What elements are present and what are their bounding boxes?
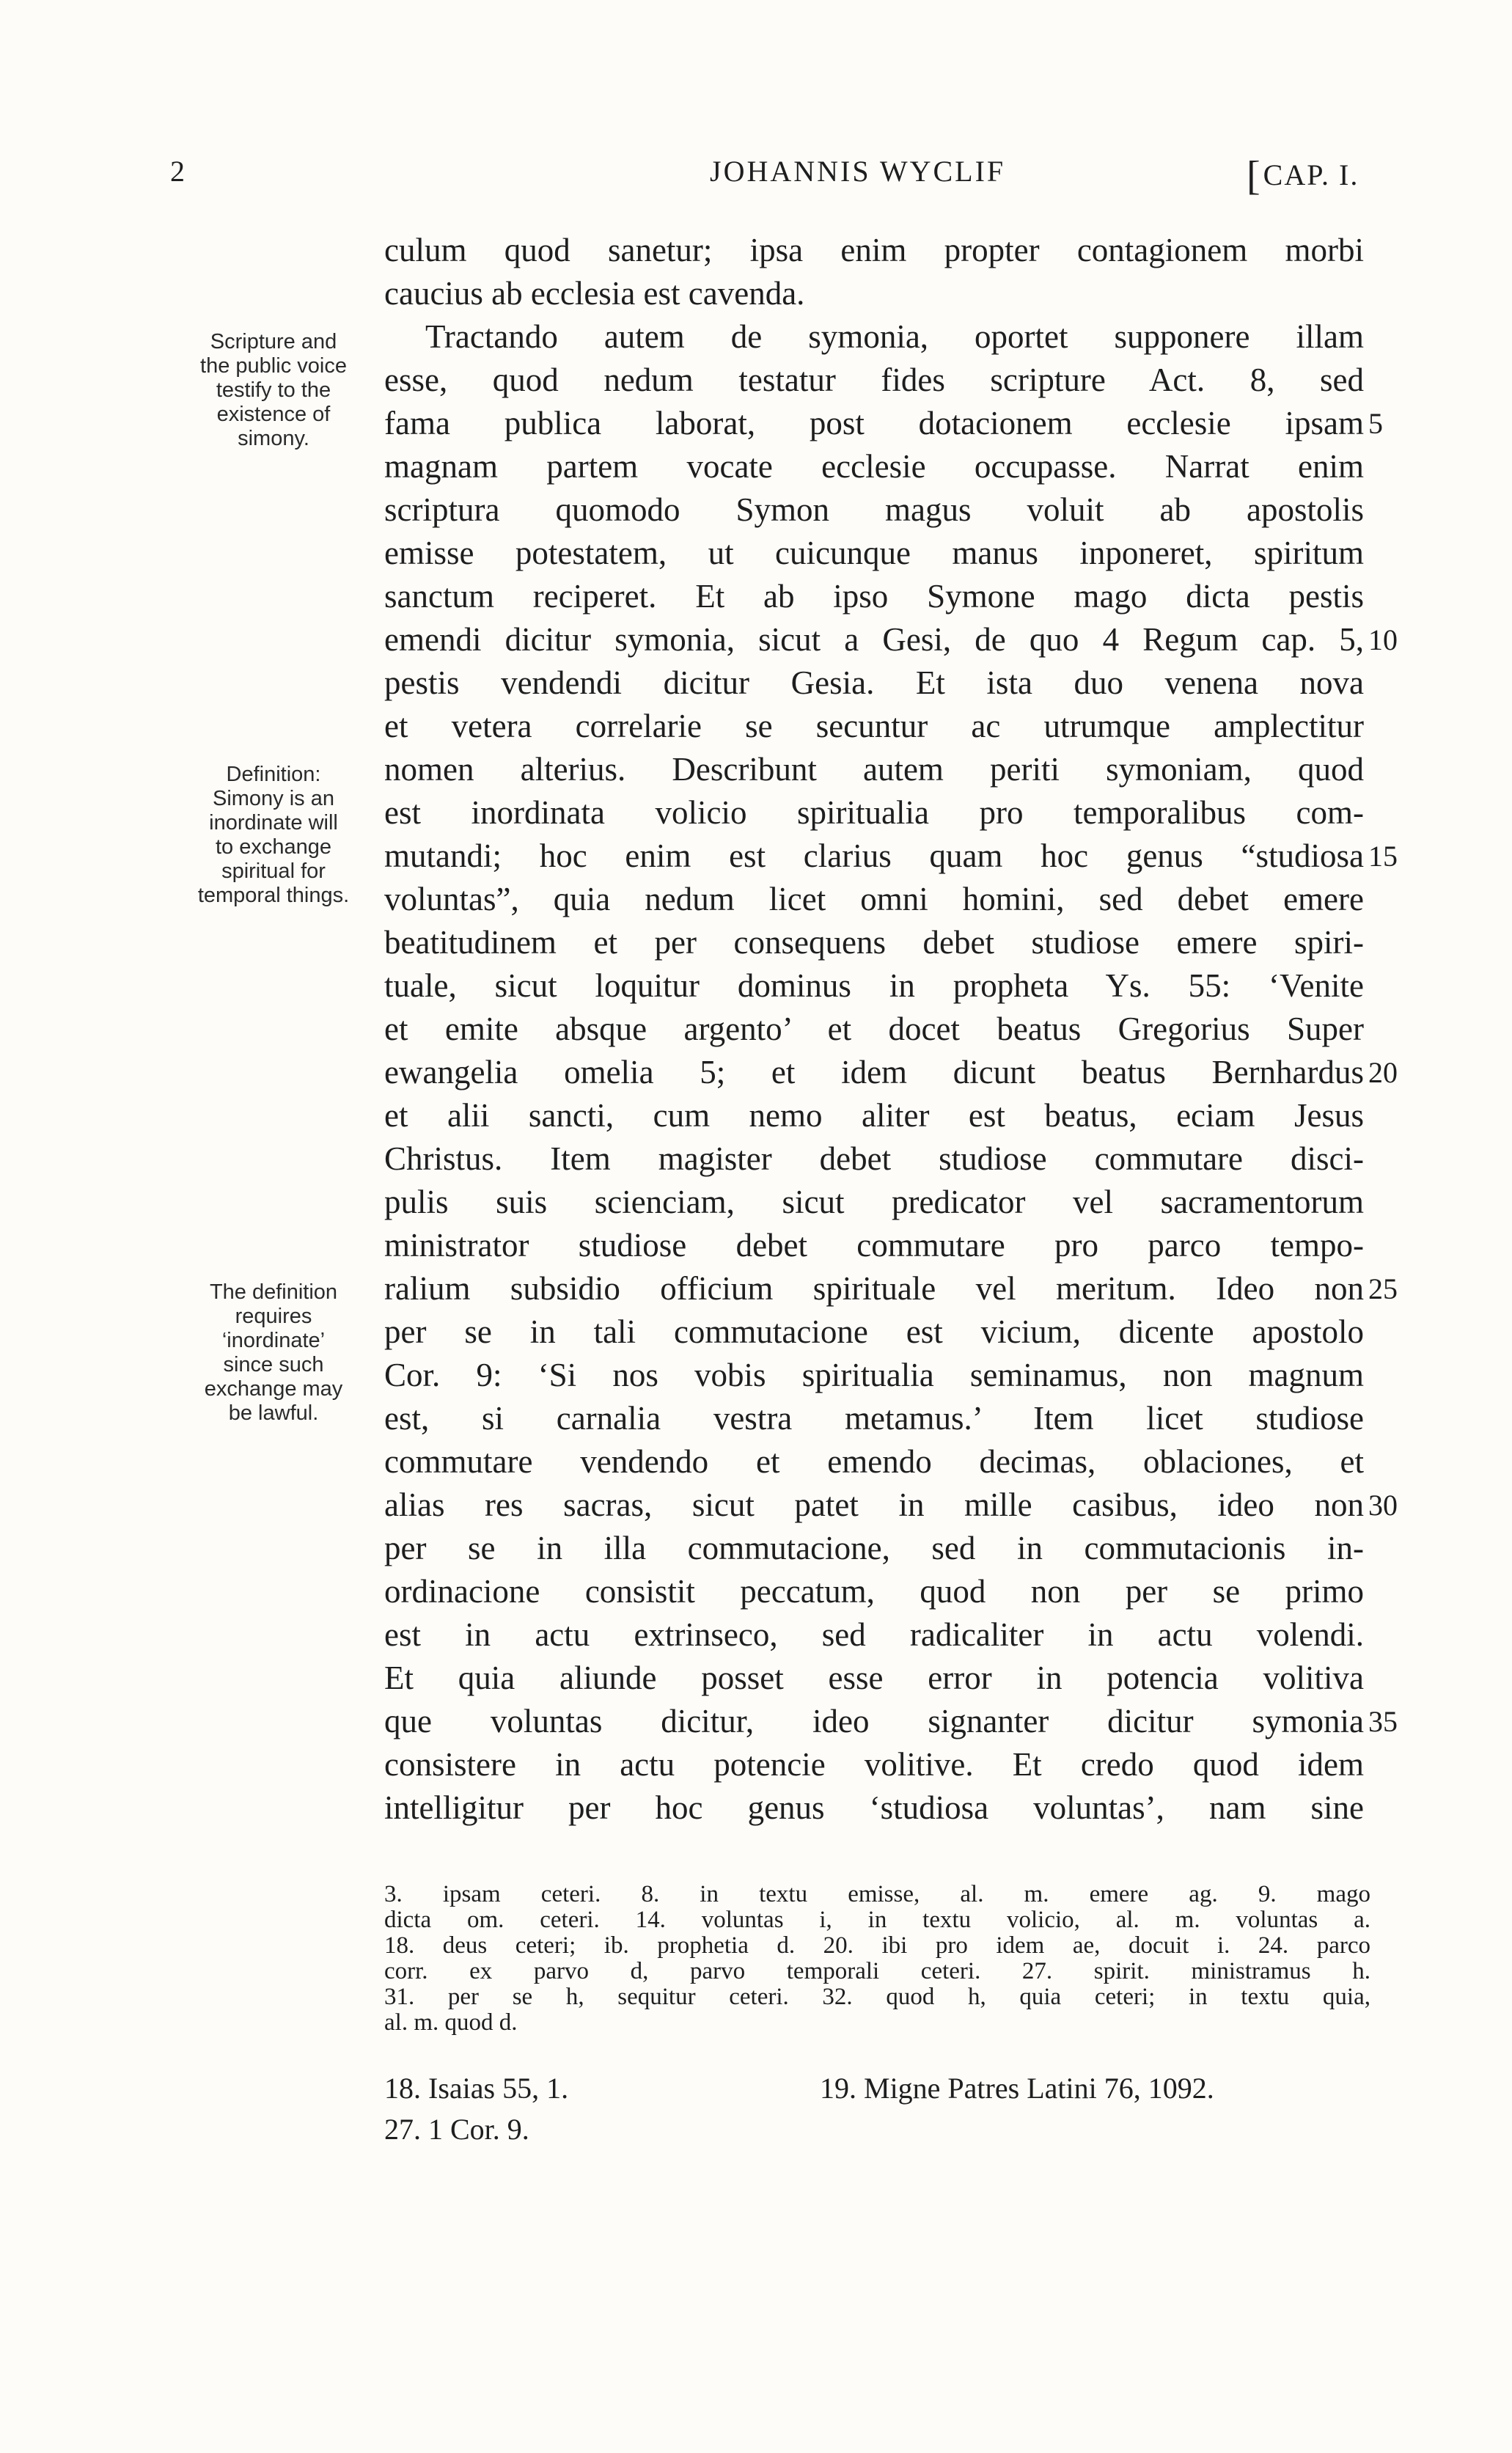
source-references (384, 2068, 1370, 2150)
text-line: per se in tali commutacione est vicium, dicente apostolo (384, 1313, 1364, 1350)
text-line: Tractando autem de symonia, oportet supponere illam (425, 318, 1364, 355)
text-line: Et quia aliunde posset esse error in potencia volitiva (384, 1660, 1364, 1696)
chapter-reference (1247, 148, 1359, 199)
line-number: 20 (1368, 1056, 1398, 1089)
sidenote-line: Scripture and (210, 330, 337, 353)
reference-entry: 27. 1 Cor. 9. (384, 2113, 529, 2146)
sidenote-line: spiritual for (221, 859, 326, 883)
text-line: ralium subsidio officium spirituale vel meritum. Ideo non (384, 1270, 1364, 1307)
text-line: emendi dicitur symonia, sicut a Gesi, de quo 4 Regum cap. 5, (384, 621, 1364, 658)
text-line: esse, quod nedum testatur fides scripture Act. 8, sed (384, 362, 1364, 398)
sidenote-line: exchange may (204, 1377, 343, 1401)
sidenote-line: to exchange (215, 835, 331, 859)
line-number: 10 (1368, 623, 1398, 656)
sidenote-line: Definition: (226, 763, 321, 786)
text-line: emisse potestatem, ut cuicunque manus inponeret, spiritum (384, 535, 1364, 571)
text-line: beatitudinem et per consequens debet studiose emere spiri- (384, 924, 1364, 961)
text-line: culum quod sanetur; ipsa enim propter contagionem morbi (384, 232, 1364, 268)
apparatus-line: dicta om. ceteri. 14. voluntas i, in textu volicio, al. m. voluntas a. (384, 1907, 1370, 1933)
text-line: intelligitur per hoc genus ‘studiosa voluntas’, nam sine (384, 1789, 1364, 1826)
text-line: Christus. Item magister debet studiose commutare disci- (384, 1140, 1364, 1177)
sidenote-line: simony. (238, 427, 309, 450)
running-title: JOHANNIS WYCLIF (710, 155, 1006, 188)
text-line: caucius ab ecclesia est cavenda. (384, 275, 805, 312)
sidenote-line: Simony is an (212, 787, 334, 810)
text-line: commutare vendendo et emendo decimas, oblaciones, et (384, 1443, 1364, 1480)
text-line: per se in illa commutacione, sed in commutacionis in- (384, 1530, 1364, 1566)
text-line: ewangelia omelia 5; et idem dicunt beatus Bernhardus (384, 1054, 1364, 1090)
page-header (0, 154, 1512, 198)
bracket-glyph: [ (1247, 153, 1262, 199)
text-line: et vetera correlarie se secuntur ac utrumque amplectitur (384, 708, 1364, 744)
line-number: 25 (1368, 1272, 1398, 1305)
text-line: est inordinata volicio spiritualia pro temporalibus com- (384, 794, 1364, 831)
line-number: 30 (1368, 1489, 1398, 1522)
text-line: pestis vendendi dicitur Gesia. Et ista duo venena nova (384, 664, 1364, 701)
text-line: magnam partem vocate ecclesie occupasse. Narrat enim (384, 448, 1364, 485)
text-line: que voluntas dicitur, ideo signanter dicitur symonia (384, 1703, 1364, 1739)
sidenote-inordinate (167, 1280, 380, 1426)
reference-entry: 19. Migne Patres Latini 76, 1092. (820, 2072, 1214, 2105)
line-number: 15 (1368, 840, 1398, 873)
sidenote-line: testify to the (216, 378, 331, 402)
reference-entry: 18. Isaias 55, 1. (384, 2072, 569, 2105)
apparatus-line: al. m. quod d. (384, 2009, 518, 2036)
text-line: Cor. 9: ‘Si nos vobis spiritualia seminamus, non magnum (384, 1357, 1364, 1393)
chapter-label: CAP. I. (1263, 158, 1359, 191)
apparatus-line: 31. per se h, sequitur ceteri. 32. quod h, quia ceteri; in textu quia, (384, 1984, 1370, 2010)
apparatus-line: corr. ex parvo d, parvo temporali ceteri. 27. spirit. ministramus h. (384, 1958, 1370, 1984)
text-line: fama publica laborat, post dotacionem ecclesie ipsam (384, 405, 1364, 441)
text-line: est in actu extrinseco, sed radicaliter in actu volendi. (384, 1616, 1364, 1653)
apparatus-line: 3. ipsam ceteri. 8. in textu emisse, al. m. emere ag. 9. mago (384, 1881, 1370, 1907)
text-line: ministrator studiose debet commutare pro parco tempo- (384, 1227, 1364, 1264)
main-text (384, 229, 1364, 1830)
text-line: mutandi; hoc enim est clarius quam hoc genus “studiosa (384, 837, 1364, 874)
page-number: 2 (170, 155, 186, 188)
critical-apparatus (384, 1882, 1370, 2036)
text-line: ordinacione consistit peccatum, quod non per se primo (384, 1573, 1364, 1610)
text-line: et emite absque argento’ et docet beatus Gregorius Super (384, 1011, 1364, 1047)
text-line: voluntas”, quia nedum licet omni homini, sed debet emere (384, 881, 1364, 917)
sidenote-line: inordinate will (209, 811, 338, 835)
sidenote-line: since such (223, 1353, 324, 1376)
line-number: 5 (1368, 407, 1383, 440)
text-line: nomen alterius. Describunt autem periti symoniam, quod (384, 751, 1364, 788)
sidenote-simony-existence (167, 330, 380, 451)
text-line: alias res sacras, sicut patet in mille casibus, ideo non (384, 1486, 1364, 1523)
sidenote-line: existence of (216, 403, 331, 426)
apparatus-line: 18. deus ceteri; ib. prophetia d. 20. ibi pro idem ae, docuit i. 24. parco (384, 1932, 1370, 1959)
sidenote-definition (167, 763, 380, 908)
text-line: tuale, sicut loquitur dominus in propheta Ys. 55: ‘Venite (384, 967, 1364, 1004)
sidenote-line: be lawful. (228, 1401, 319, 1425)
sidenote-line: ‘inordinate’ (221, 1329, 326, 1352)
text-line: sanctum reciperet. Et ab ipso Symone mago dicta pestis (384, 578, 1364, 615)
sidenote-line: requires (235, 1305, 312, 1328)
text-line: est, si carnalia vestra metamus.’ Item licet studiose (384, 1400, 1364, 1437)
reference-line (384, 2068, 1370, 2109)
text-line: et alii sancti, cum nemo aliter est beatus, eciam Jesus (384, 1097, 1364, 1134)
sidenote-line: the public voice (200, 354, 347, 378)
text-line: scriptura quomodo Symon magus voluit ab apostolis (384, 491, 1364, 528)
sidenote-line: The definition (209, 1280, 338, 1304)
reference-line (384, 2109, 1370, 2150)
sidenote-line: temporal things. (197, 884, 350, 907)
text-line: pulis suis scienciam, sicut predicator vel sacramentorum (384, 1184, 1364, 1220)
text-line: consistere in actu potencie volitive. Et credo quod idem (384, 1746, 1364, 1783)
line-number: 35 (1368, 1705, 1398, 1738)
